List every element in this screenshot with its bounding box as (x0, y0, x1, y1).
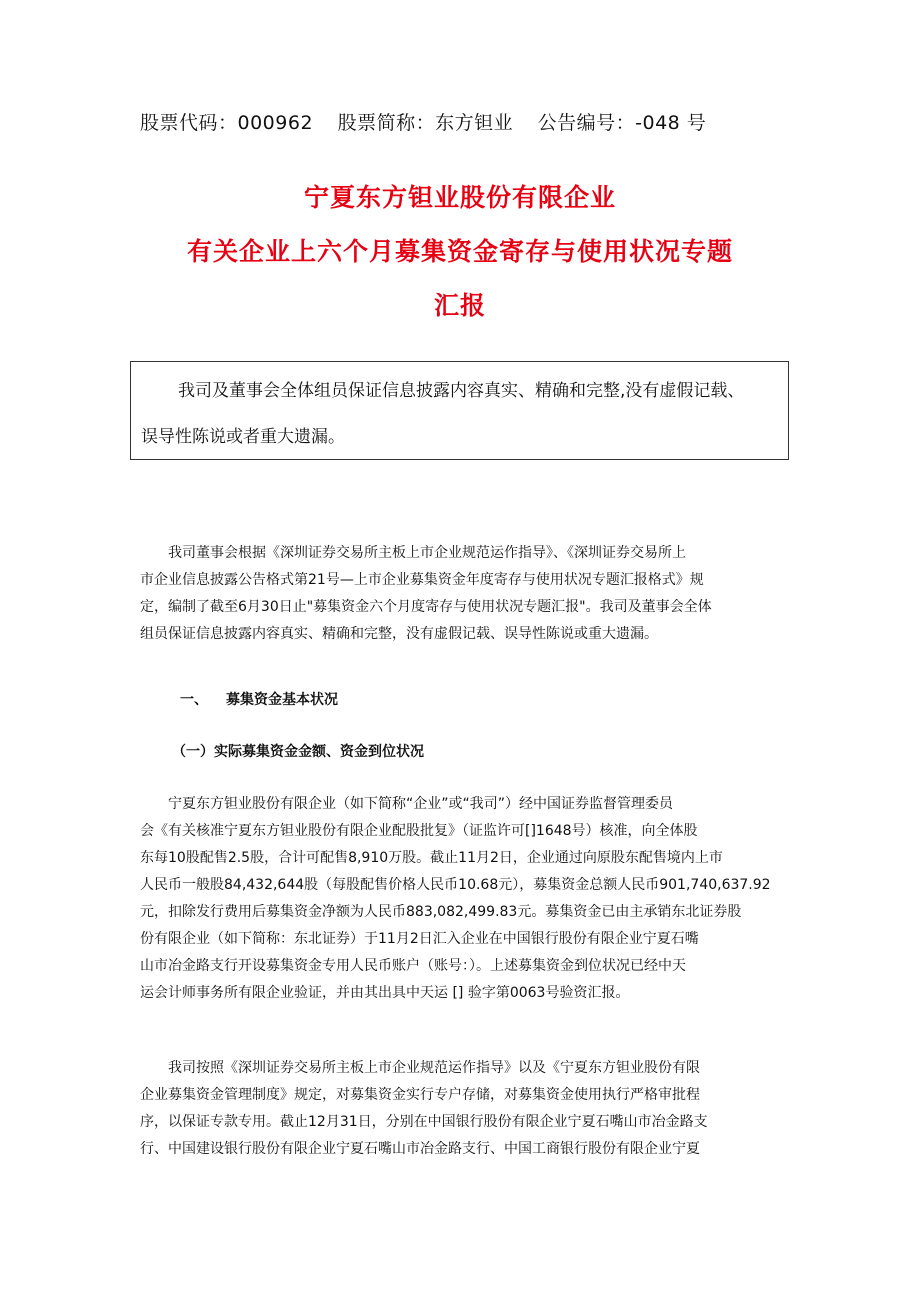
document-title-line-2: 有关企业上六个月募集资金寄存与使用状况专题 (186, 237, 733, 266)
paragraph-line: 运会计师事务所有限企业验证，并由其出具中天运 [] 验字第0063号验资汇报。 (140, 985, 630, 1001)
announcement-header (140, 108, 724, 135)
paragraph-line: 东每10股配售2.5股，合计可配售8,910万股。截止11月2日，企业通过向原股东配售境内上市 (140, 850, 723, 866)
paragraph-line: 会《有关核准宁夏东方钽业股份有限企业配股批复》（证监许可[]1648号）核准，向全体股 (140, 823, 698, 839)
stock-name: 股票简称：东方钽业 (337, 112, 514, 134)
paragraph-line: 份有限企业（如下简称：东北证券）于11月2日汇入企业在中国银行股份有限企业宁夏石嘴 (140, 931, 699, 947)
paragraph-line: 元，扣除发行费用后募集资金净额为人民币883,082,499.83元。募集资金已由主承销东北证券股 (140, 904, 742, 920)
paragraph-line: 行、中国建设银行股份有限企业宁夏石嘴山市冶金路支行、中国工商银行股份有限企业宁夏 (140, 1141, 700, 1157)
section-number: 一、 (180, 692, 208, 708)
paragraph-line: 序，以保证专款专用。截止12月31日，分别在中国银行股份有限企业宁夏石嘴山市冶金路支 (140, 1114, 708, 1130)
paragraph-line: 山市冶金路支行开设募集资金专用人民币账户（账号：）。上述募集资金到位状况已经中天 (140, 958, 686, 974)
section-heading-1 (180, 689, 338, 709)
notice-number: 公告编号：-048 号 (537, 112, 707, 134)
section-title: 募集资金基本状况 (226, 692, 338, 708)
intro-line: 定，编制了截至6月30日止"募集资金六个月度寄存与使用状况专题汇报"。我司及董事会全体 (140, 599, 712, 615)
intro-line: 组员保证信息披露内容真实、精确和完整，没有虚假记载、误导性陈说或重大遗漏。 (140, 626, 658, 642)
subsection-heading-1-1: （一）实际募集资金金额、资金到位状况 (172, 744, 424, 760)
intro-line: 我司董事会根据《深圳证券交易所主板上市企业规范运作指导》、《深圳证券交易所上 (168, 545, 686, 561)
paragraph-line: 宁夏东方钽业股份有限企业（如下简称“企业”或“我司”）经中国证券监督管理委员 (168, 796, 674, 812)
disclosure-statement-line-2: 误导性陈说或者重大遗漏。 (141, 427, 345, 447)
paragraph-line: 我司按照《深圳证券交易所主板上市企业规范运作指导》以及《宁夏东方钽业股份有限 (168, 1060, 700, 1076)
management-paragraph (140, 1055, 785, 1163)
document-title-line-3: 汇报 (433, 291, 486, 320)
intro-line: 市企业信息披露公告格式第21号—上市企业募集资金年度寄存与使用状况专题汇报格式》规 (140, 572, 704, 588)
intro-paragraph (140, 540, 785, 648)
funds-paragraph (140, 791, 785, 1007)
stock-code: 股票代码：000962 (140, 112, 314, 134)
paragraph-line: 企业募集资金管理制度》规定，对募集资金实行专户存储，对募集资金使用执行严格审批程 (140, 1087, 700, 1103)
document-title-line-1: 宁夏东方钽业股份有限企业 (303, 183, 616, 212)
disclosure-statement-box (130, 361, 789, 460)
paragraph-line: 人民币一般股84,432,644股（每股配售价格人民币10.68元），募集资金总额人民币901,740,637.92 (140, 877, 771, 893)
disclosure-statement-line-1: 我司及董事会全体组员保证信息披露内容真实、精确和完整,没有虚假记载、 (178, 381, 745, 401)
